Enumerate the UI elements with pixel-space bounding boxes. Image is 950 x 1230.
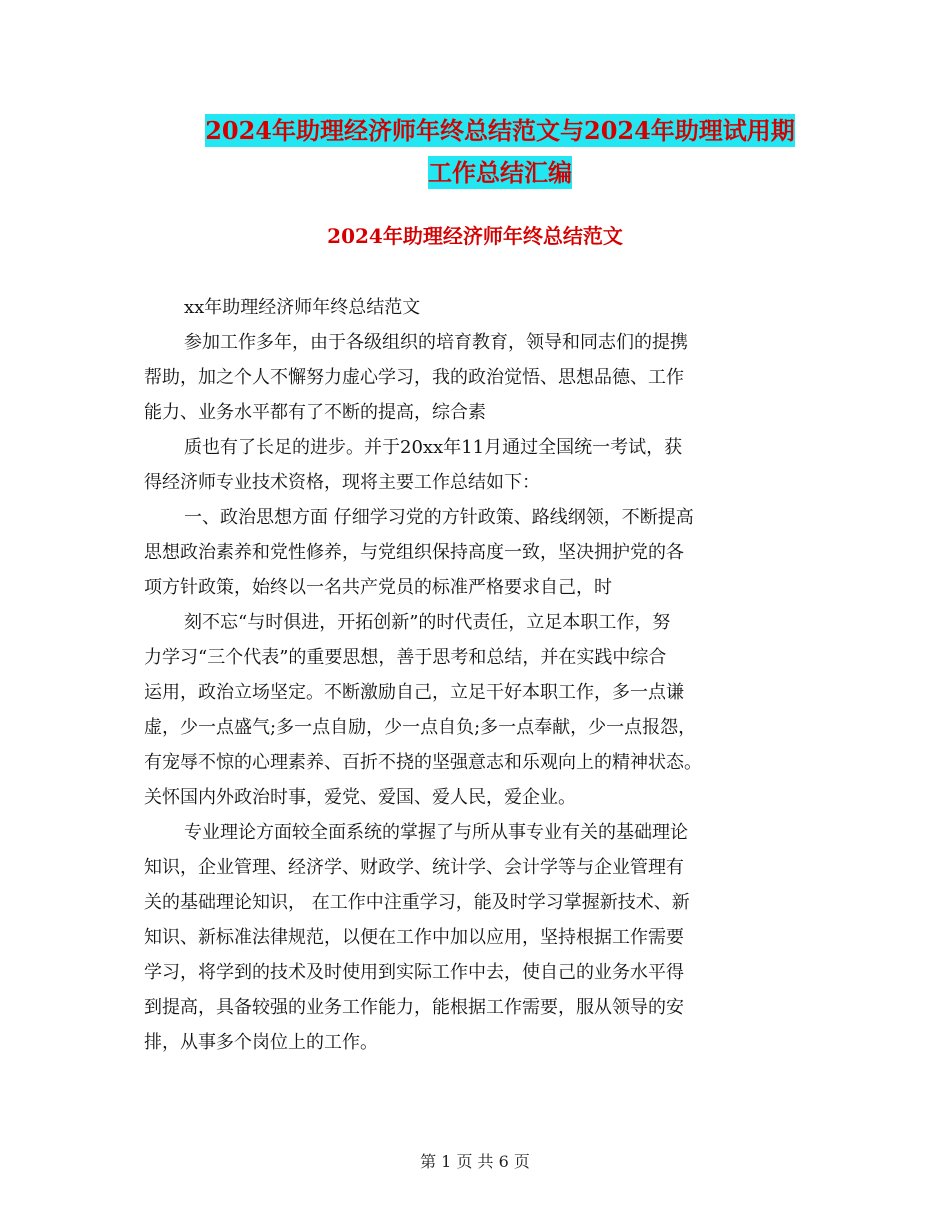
paragraph-line: 刻不忘“与时俱进，开拓创新”的时代责任，立足本职工作，努 bbox=[184, 612, 671, 633]
paragraph-line: 专业理论方面较全面系统的掌握了与所从事专业有关的基础理论 bbox=[184, 822, 688, 843]
body-text bbox=[144, 290, 814, 1060]
title-highlight-1: 2024年助理经济师年终总结范文与2024年助理试用期 bbox=[205, 116, 795, 145]
paragraph-line: 知识、新标准法律规范，以便在工作中加以应用，坚持根据工作需要 bbox=[144, 927, 684, 948]
paragraph-line: 关的基础理论知识， 在工作中注重学习，能及时学习掌握新技术、新 bbox=[144, 892, 690, 913]
paragraph-line: xx年助理经济师年终总结范文 bbox=[184, 297, 421, 318]
paragraph-line: 排，从事多个岗位上的工作。 bbox=[144, 1032, 378, 1053]
paragraph-line: 力学习“三个代表”的重要思想，善于思考和总结，并在实践中综合 bbox=[144, 647, 667, 668]
paragraph-line: 一、政治思想方面 仔细学习党的方针政策、路线纲领，不断提高 bbox=[184, 507, 694, 528]
paragraph-line: 学习，将学到的技术及时使用到实际工作中去，使自己的业务水平得 bbox=[144, 962, 684, 983]
document-title-line-2 bbox=[150, 150, 850, 196]
paragraph-line: 到提高，具备较强的业务工作能力，能根据工作需要，服从领导的安 bbox=[144, 997, 684, 1018]
paragraph-line: 得经济师专业技术资格，现将主要工作总结如下： bbox=[144, 472, 540, 493]
paragraph-line: 参加工作多年，由于各级组织的培育教育，领导和同志们的提携 bbox=[184, 332, 688, 353]
page-footer: 第 1 页 共 6 页 bbox=[420, 1152, 530, 1171]
paragraph-line: 虚，少一点盛气;多一点自励，少一点自负;多一点奉献，少一点报怨， bbox=[144, 717, 697, 738]
paragraph-line: 项方针政策，始终以一名共产党员的标准严格要求自己，时 bbox=[144, 577, 612, 598]
title-highlight-2: 工作总结汇编 bbox=[428, 158, 572, 187]
document-title-line-1 bbox=[150, 108, 850, 154]
paragraph-line: 关怀国内外政治时事，爱党、爱国、爱人民，爱企业。 bbox=[144, 787, 576, 808]
paragraph-line: 有宠辱不惊的心理素养、百折不挠的坚强意志和乐观向上的精神状态。 bbox=[144, 752, 702, 773]
paragraph-line: 质也有了长足的进步。并于20xx年11月通过全国统一考试，获 bbox=[184, 437, 683, 458]
paragraph-line: 能力、业务水平都有了不断的提高，综合素 bbox=[144, 402, 486, 423]
paragraph-line: 帮助，加之个人不懈努力虚心学习，我的政治觉悟、思想品德、工作 bbox=[144, 367, 684, 388]
paragraph-line: 运用，政治立场坚定。不断激励自己，立足干好本职工作，多一点谦 bbox=[144, 682, 684, 703]
paragraph-line: 知识，企业管理、经济学、财政学、统计学、会计学等与企业管理有 bbox=[144, 857, 684, 878]
section-title: 2024年助理经济师年终总结范文 bbox=[327, 224, 623, 248]
paragraph-line: 思想政治素养和党性修养，与党组织保持高度一致，坚决拥护党的各 bbox=[144, 542, 684, 563]
